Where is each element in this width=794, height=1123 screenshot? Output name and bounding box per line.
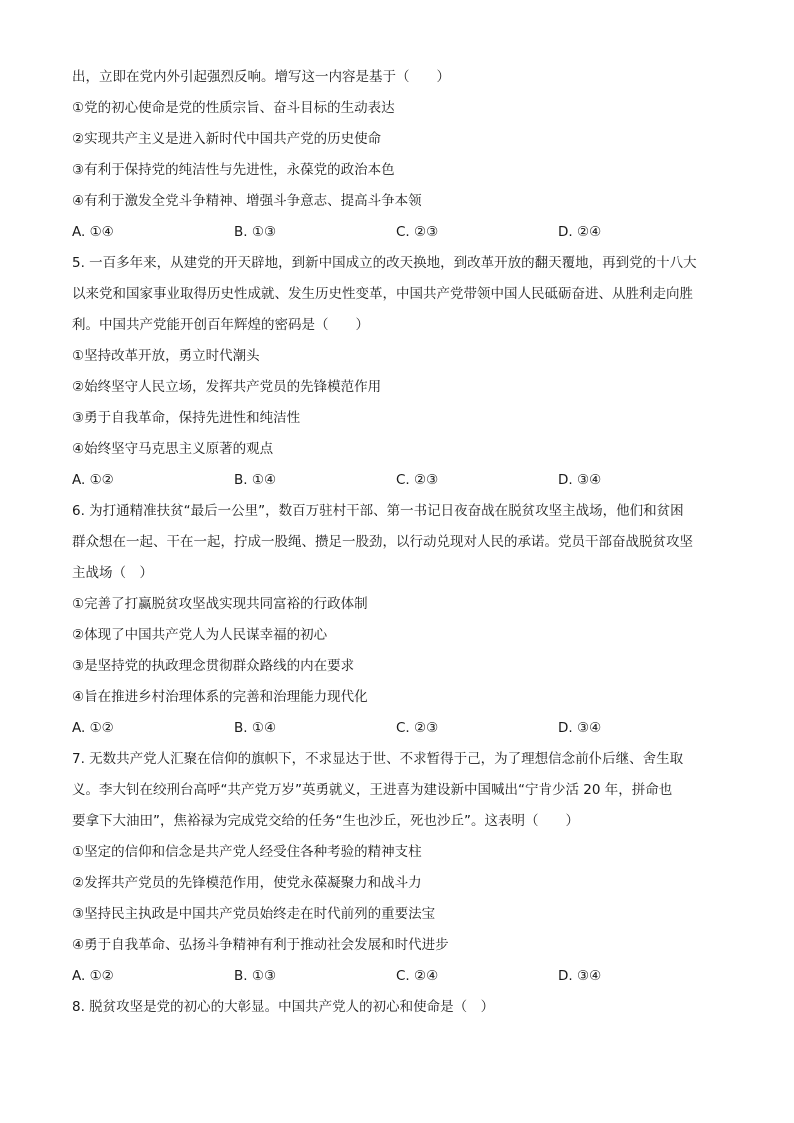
option-1: ①坚持改革开放，勇立时代潮头 — [72, 348, 260, 364]
option-2: ②体现了中国共产党人为人民谋幸福的初心 — [72, 627, 328, 643]
option-2: ②实现共产主义是进入新时代中国共产党的历史使命 — [72, 131, 382, 147]
choice-a: A. ①② — [72, 720, 114, 736]
question-stem-line: 要拿下大油田”，焦裕禄为完成党交给的任务“生也沙丘，死也沙丘”。这表明（ ） — [72, 813, 579, 829]
option-3: ③勇于自我革命，保持先进性和纯洁性 — [72, 410, 301, 426]
choice-b: B. ①③ — [234, 968, 277, 984]
option-2: ②发挥共产党员的先锋模范作用，使党永葆凝聚力和战斗力 — [72, 875, 422, 891]
question-5 — [72, 248, 724, 496]
question-stem-line: 主战场（ ） — [72, 565, 153, 581]
choice-d: D. ③④ — [558, 968, 602, 984]
answer-choices — [72, 961, 724, 992]
choice-d: D. ②④ — [558, 224, 602, 240]
question-stem-line: 利。中国共产党能开创百年辉煌的密码是（ ） — [72, 317, 369, 333]
question-4 — [72, 62, 724, 248]
option-3: ③坚持民主执政是中国共产党员始终走在时代前列的重要法宝 — [72, 906, 436, 922]
choice-b: B. ①④ — [234, 720, 277, 736]
choice-d: D. ③④ — [558, 720, 602, 736]
choice-a: A. ①② — [72, 968, 114, 984]
question-stem-line: 以来党和国家事业取得历史性成就、发生历史性变革，中国共产党带领中国人民砥砺奋进、从胜利走向胜 — [72, 286, 693, 302]
question-stem-line: 义。李大钊在绞刑台高呼“共产党万岁”英勇就义，王进喜为建设新中国喊出“宁肯少活 20 年，拼命也 — [72, 782, 673, 798]
answer-choices — [72, 713, 724, 744]
choice-a: A. ①② — [72, 472, 114, 488]
option-3: ③有利于保持党的纯洁性与先进性，永葆党的政治本色 — [72, 162, 395, 178]
question-stem-line: 群众想在一起、干在一起，拧成一股绳、攒足一股劲，以行动兑现对人民的承诺。党员干部奋战脱贫攻坚 — [72, 534, 693, 550]
option-4: ④始终坚守马克思主义原著的观点 — [72, 441, 274, 457]
choice-c: C. ②③ — [396, 472, 439, 488]
question-8 — [72, 992, 724, 1023]
option-3: ③是坚持党的执政理念贯彻群众路线的内在要求 — [72, 658, 355, 674]
choice-c: C. ②③ — [396, 720, 439, 736]
answer-choices — [72, 465, 724, 496]
question-stem-line: 7. 无数共产党人汇聚在信仰的旗帜下，不求显达于世、不求暂得于己，为了理想信念前仆后继、舍生取 — [72, 751, 684, 767]
choice-c: C. ②③ — [396, 224, 439, 240]
option-1: ①坚定的信仰和信念是共产党人经受住各种考验的精神支柱 — [72, 844, 422, 860]
question-6 — [72, 496, 724, 744]
choice-b: B. ①④ — [234, 472, 277, 488]
option-4: ④有利于激发全党斗争精神、增强斗争意志、提高斗争本领 — [72, 193, 422, 209]
option-1: ①党的初心使命是党的性质宗旨、奋斗目标的生动表达 — [72, 100, 395, 116]
question-stem-line: 5. 一百多年来，从建党的开天辟地，到新中国成立的改天换地，到改革开放的翻天覆地，再到党的十八大 — [72, 255, 697, 271]
option-1: ①完善了打赢脱贫攻坚战实现共同富裕的行政体制 — [72, 596, 368, 612]
choice-c: C. ②④ — [396, 968, 439, 984]
choice-a: A. ①④ — [72, 224, 114, 240]
option-4: ④旨在推进乡村治理体系的完善和治理能力现代化 — [72, 689, 368, 705]
question-stem-line: 出，立即在党内外引起强烈反响。增写这一内容是基于（ ） — [72, 69, 450, 85]
option-2: ②始终坚守人民立场，发挥共产党员的先锋模范作用 — [72, 379, 382, 395]
question-7 — [72, 744, 724, 992]
question-stem-line: 8. 脱贫攻坚是党的初心的大彰显。中国共产党人的初心和使命是（ ） — [72, 999, 495, 1015]
answer-choices — [72, 217, 724, 248]
option-4: ④勇于自我革命、弘扬斗争精神有利于推动社会发展和时代进步 — [72, 937, 449, 953]
choice-d: D. ③④ — [558, 472, 602, 488]
question-stem-line: 6. 为打通精准扶贫“最后一公里”，数百万驻村干部、第一书记日夜奋战在脱贫攻坚主战场，他们和贫困 — [72, 503, 684, 519]
choice-b: B. ①③ — [234, 224, 277, 240]
